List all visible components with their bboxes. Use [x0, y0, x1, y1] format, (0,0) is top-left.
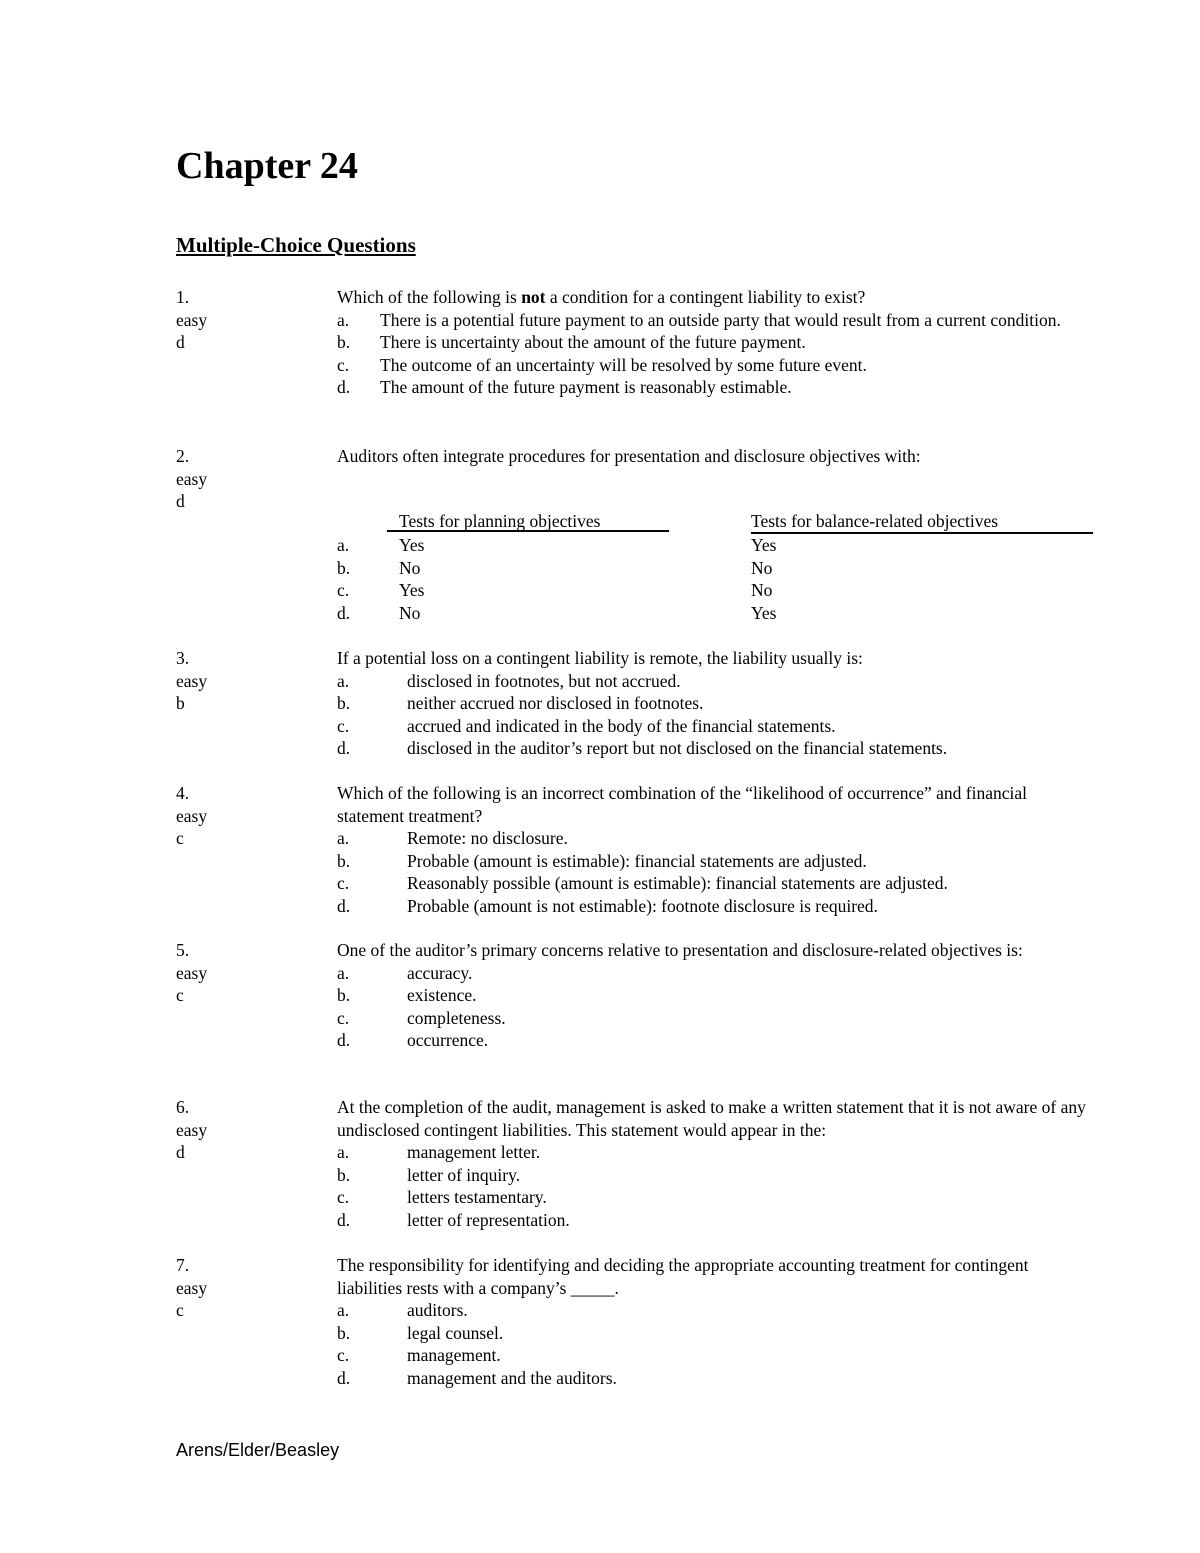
question-meta [176, 647, 207, 715]
question-difficulty: easy [176, 805, 208, 826]
question-number: 2. [176, 446, 190, 466]
question-stem: Which of the following is an incorrect combination of the “likelihood of occurrence” and financial statement treatment? [337, 783, 1028, 826]
question-difficulty: easy [176, 670, 208, 691]
question-answer: d [176, 491, 185, 511]
question-number: 6. [176, 1097, 190, 1117]
question-body [337, 286, 1093, 399]
option-a: a. management letter. [337, 1142, 541, 1162]
chapter-title: Chapter 24 [176, 145, 358, 187]
question-difficulty: easy [176, 1277, 208, 1298]
question-answer: b [176, 693, 185, 713]
question-meta [176, 1096, 207, 1164]
column-header-balance: Tests for balance-related objectives [751, 510, 1093, 534]
question-stem: At the completion of the audit, management is asked to make a written statement that it is not aware of any undisclosed contingent liabilities. This statement would appear in the: [337, 1097, 1086, 1140]
question-answer: d [176, 332, 185, 352]
question-body [337, 782, 1093, 917]
question-body [337, 939, 1093, 1052]
matrix-row-d: d. No Yes [337, 602, 777, 623]
question-stem: If a potential loss on a contingent liability is remote, the liability usually is: [337, 648, 863, 668]
question-body [337, 445, 1093, 468]
question-number: 4. [176, 783, 190, 803]
question-meta [176, 286, 207, 354]
option-a: a. Remote: no disclosure. [337, 828, 568, 848]
option-d: d. disclosed in the auditor’s report but not disclosed on the financial statements. [337, 738, 948, 758]
option-d: d. The amount of the future payment is reasonably estimable. [337, 377, 792, 397]
question-meta [176, 939, 207, 1007]
question-stem: The responsibility for identifying and deciding the appropriate accounting treatment for contingent liabilities rests with a company’s _____. [337, 1255, 1029, 1298]
option-b: b. Probable (amount is estimable): financial statements are adjusted. [337, 850, 867, 871]
matrix-row-b: b. No No [337, 557, 773, 578]
question-answer: c [176, 1300, 184, 1320]
option-c: c. Reasonably possible (amount is estimable): financial statements are adjusted. [337, 873, 948, 893]
option-b: b. There is uncertainty about the amount of the future payment. [337, 332, 806, 352]
option-c: c. accrued and indicated in the body of the financial statements. [337, 715, 836, 736]
option-d: d. letter of representation. [337, 1209, 570, 1230]
option-a: a. accuracy. [337, 962, 473, 983]
column-header-planning: Tests for planning objectives [387, 510, 669, 532]
option-c: c. letters testamentary. [337, 1187, 547, 1207]
option-b: b. existence. [337, 985, 477, 1005]
question-body [337, 1096, 1093, 1231]
question-answer: d [176, 1142, 185, 1162]
option-a: a. auditors. [337, 1300, 468, 1320]
question-body [337, 1254, 1093, 1389]
option-a: a. There is a potential future payment to an outside party that would result from a current condition. [337, 309, 1061, 330]
option-list [337, 962, 1093, 1052]
option-d: d. management and the auditors. [337, 1367, 617, 1388]
question-difficulty: easy [176, 468, 208, 489]
question-meta [176, 445, 207, 513]
option-list [337, 1141, 1093, 1231]
option-list [337, 827, 1093, 917]
matrix-row-c: c. Yes No [337, 580, 773, 600]
option-c: c. management. [337, 1345, 501, 1365]
matrix-row-a: a. Yes Yes [337, 535, 777, 555]
option-b: b. neither accrued nor disclosed in footnotes. [337, 693, 704, 713]
question-body [337, 647, 1093, 760]
question-meta [176, 1254, 207, 1322]
page-footer-authors: Arens/Elder/Beasley [176, 1440, 340, 1460]
emphasis-not: not [521, 287, 546, 307]
question-stem: Auditors often integrate procedures for presentation and disclosure objectives with: [337, 446, 921, 466]
question-number: 7. [176, 1255, 190, 1275]
question-difficulty: easy [176, 962, 208, 983]
option-b: b. legal counsel. [337, 1322, 504, 1343]
option-list [337, 309, 1093, 399]
question-number: 1. [176, 287, 190, 307]
option-list [337, 670, 1093, 760]
question-number: 3. [176, 648, 190, 668]
question-difficulty: easy [176, 1119, 208, 1140]
question-meta [176, 782, 207, 850]
option-b: b. letter of inquiry. [337, 1164, 521, 1185]
question-stem: Which of the following is not a condition for a contingent liability to exist? [337, 287, 866, 307]
option-list [337, 1299, 1093, 1389]
question-difficulty: easy [176, 309, 208, 330]
option-c: c. The outcome of an uncertainty will be resolved by some future event. [337, 354, 867, 375]
option-c: c. completeness. [337, 1007, 506, 1028]
option-d: d. occurrence. [337, 1030, 489, 1050]
section-title: Multiple-Choice Questions [176, 233, 416, 257]
question-number: 5. [176, 940, 190, 960]
option-d: d. Probable (amount is not estimable): footnote disclosure is required. [337, 895, 878, 916]
question-answer: c [176, 985, 184, 1005]
question-stem: One of the auditor’s primary concerns relative to presentation and disclosure-related objectives is: [337, 940, 1023, 960]
question-answer: c [176, 828, 184, 848]
option-a: a. disclosed in footnotes, but not accrued. [337, 670, 681, 691]
